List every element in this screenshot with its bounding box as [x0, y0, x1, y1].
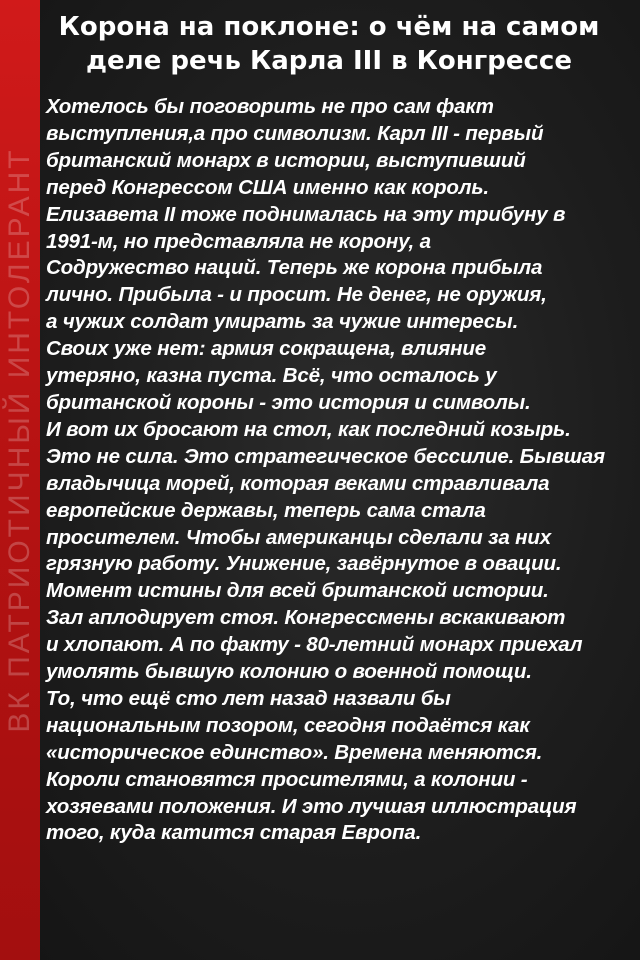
article-line: То, что ещё сто лет назад назвали бы	[46, 686, 451, 710]
article-line: и хлопают. А по факту - 80-летний монарх приехал	[46, 633, 583, 657]
title-line: Корона на поклоне: о чём на самом	[58, 12, 600, 42]
article-line: а чужих солдат умирать за чужие интересы.	[46, 310, 519, 334]
article-line: умолять бывшую колонию о военной помощи.	[46, 660, 532, 684]
title-line: деле речь Карла III в Конгрессе	[86, 46, 572, 76]
article-line: «историческое единство». Времена меняются.	[46, 740, 543, 764]
post-title	[24, 10, 634, 78]
article-line: британской короны - это история и символы.	[46, 390, 531, 414]
article-line: Короли становятся просителями, а колонии -	[46, 767, 528, 791]
article-line: И вот их бросают на стол, как последний козырь.	[46, 417, 571, 441]
article-line: Содружество наций. Теперь же корона прибыла	[46, 256, 543, 280]
article-line: Это не сила. Это стратегическое бессилие. Бывшая	[46, 444, 605, 468]
article-line: Хотелось бы поговорить не про сам факт	[46, 95, 494, 118]
article-line: европейские державы, теперь сама стала	[46, 498, 486, 522]
article-line: лично. Прибыла - и просит. Не денег, не оружия,	[46, 283, 547, 307]
article-line: национальным позором, сегодня подаётся как	[46, 713, 530, 737]
article-line: просителем. Чтобы американцы сделали за них	[46, 525, 552, 549]
article-line: перед Конгрессом США именно как король.	[46, 175, 489, 199]
article-line: грязную работу. Унижение, завёрнутое в овации.	[46, 552, 562, 576]
article-line: утеряно, казна пуста. Всё, что осталось у	[46, 364, 497, 388]
article-line: британский монарх в истории, выступивший	[46, 148, 526, 172]
article-line: того, куда катится старая Европа.	[46, 821, 422, 845]
article-line: выступления,а про символизм. Карл III - первый	[46, 121, 544, 145]
article-line: Елизавета II тоже поднималась на эту трибуну в	[46, 202, 566, 226]
red-side-stripe	[0, 0, 40, 960]
vertical-watermark: ВК ПАТРИОТИЧНЫЙ ИНТОЛЕРАНТ	[3, 147, 36, 733]
article-line: Момент истины для всей британской истории.	[46, 579, 549, 603]
article-line: владычица морей, которая веками стравливала	[46, 471, 550, 495]
article-line: 1991-м, но представляла не корону, а	[46, 229, 431, 253]
article-line: Своих уже нет: армия сокращена, влияние	[46, 337, 487, 361]
article-line: хозяевами положения. И это лучшая иллюстрация	[46, 794, 577, 818]
article-line: Зал аплодирует стоя. Конгрессмены вскакивают	[46, 606, 566, 630]
article-body	[46, 94, 640, 847]
